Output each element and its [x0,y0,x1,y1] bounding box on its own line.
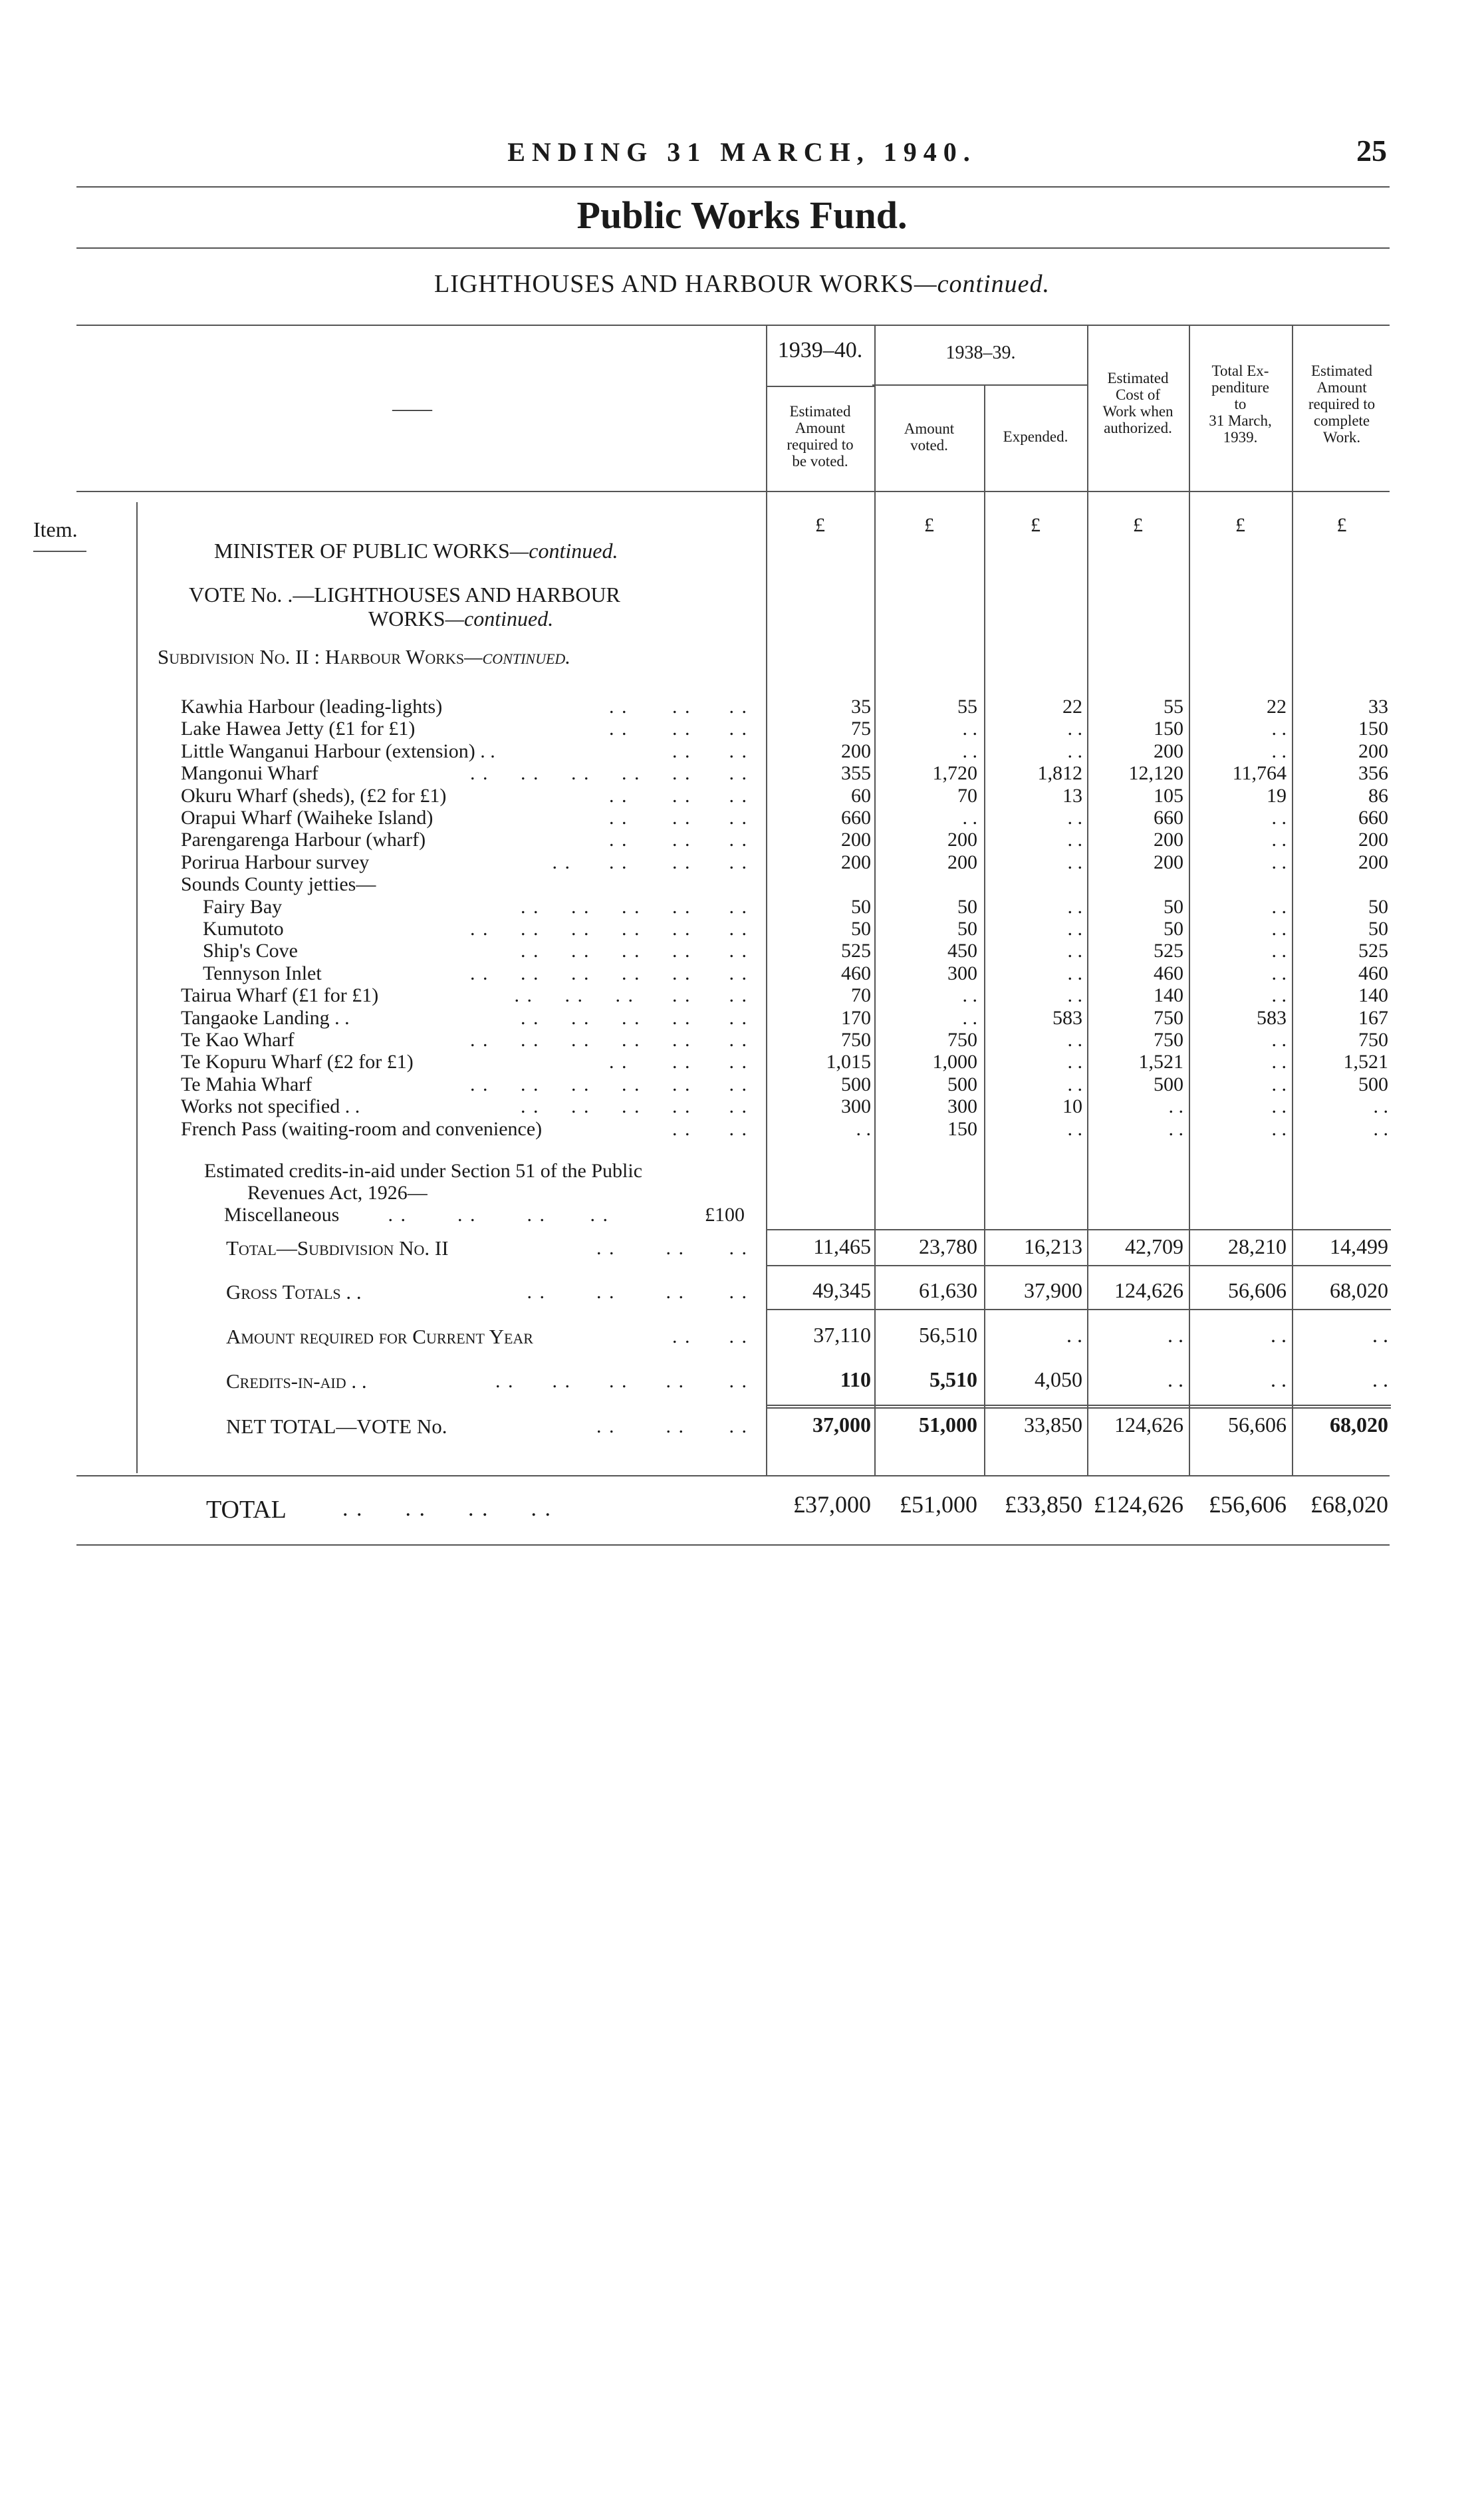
row-value-col5: . . [1271,807,1287,829]
row-value-col6: 33 [1368,696,1388,718]
grand-total-col2: £51,000 [900,1491,977,1518]
credits-amount: £100 [705,1204,745,1226]
total-value-col6: 14,499 [1330,1234,1388,1258]
row-value-col2: . . [962,740,977,762]
row-label: Ship's Cove [203,940,298,962]
row-leader-dots: . . . . . . . . . . [495,984,748,1006]
row-value-col5: . . [1271,896,1287,918]
header-line: required to [1308,396,1376,412]
row-value-col4: 1,521 [1138,1051,1183,1073]
row-value-col3: 10 [1062,1095,1082,1117]
row-label: Tairua Wharf (£1 for £1) [181,984,379,1006]
subdivision-text: Subdivision No. II : Harbour Works [158,645,465,668]
currency-col2: £ [924,514,934,536]
row-value-col2: 300 [947,962,977,984]
row-value-col3: . . [1067,1073,1082,1095]
row-value-col1: 50 [851,918,871,940]
row-value-col2: 750 [947,1029,977,1051]
total-value-col5: . . [1271,1323,1287,1347]
row-value-col6: 500 [1358,1073,1388,1095]
header-amount-voted [874,420,984,454]
row-value-col6: 356 [1358,762,1388,784]
credits-line1: Estimated credits-in-aid under Section 51 of the Public [204,1160,643,1182]
row-value-col1: 500 [841,1073,871,1095]
total-value-col1: 110 [840,1367,871,1391]
header-line: Amount [904,420,955,437]
row-value-col6: . . [1373,1095,1388,1117]
row-value-col4: 55 [1164,696,1183,718]
section-minister [214,539,618,563]
row-value-col1: 50 [851,896,871,918]
row-value-col3: . . [1067,807,1082,829]
rule-page-bottom [76,1544,1390,1546]
total-leader-dots: . . . . [660,1325,748,1347]
page-subtitle [0,269,1484,299]
row-value-col4: 12,120 [1128,762,1183,784]
rule-table-bottom [76,1475,1390,1476]
vline-col1 [766,325,767,1476]
total-value-col3: 16,213 [1024,1234,1082,1258]
row-value-col4: 50 [1164,896,1183,918]
row-value-col3: . . [1067,1051,1082,1073]
header-line: Cost of [1115,386,1161,403]
row-value-col3: 583 [1052,1007,1082,1029]
row-value-col2: 150 [947,1118,977,1140]
total-leader-dots: . . . . . . . . . . [470,1370,748,1392]
header-line: penditure [1211,379,1269,396]
currency-col6: £ [1336,514,1347,536]
total-value-col1: 37,000 [812,1413,871,1437]
row-label: Tangaoke Landing . . [181,1007,350,1029]
total-value-col6: . . [1372,1367,1388,1391]
row-label: French Pass (waiting-room and convenience) [181,1118,543,1140]
rule-1939-40 [766,386,876,387]
currency-col3: £ [1031,514,1041,536]
row-value-col5: . . [1271,940,1287,962]
grand-total-col5: £56,606 [1209,1491,1287,1518]
row-value-col2: 50 [957,918,977,940]
row-value-col2: 200 [947,829,977,851]
row-label: Mangonui Wharf [181,762,318,784]
header-line: Work when [1102,403,1174,420]
row-leader-dots: . . . . . . . . . . . . [445,1029,748,1051]
total-value-col4: 124,626 [1114,1413,1183,1437]
page-number: 25 [1356,134,1387,168]
header-line: Estimated [1107,370,1169,386]
row-label: Porirua Harbour survey [181,851,370,873]
total-leader-dots: . . . . . . [571,1415,748,1437]
row-value-col6: 140 [1358,984,1388,1006]
row-value-col6: 750 [1358,1029,1388,1051]
total-value-col6: 68,020 [1330,1413,1388,1437]
row-value-col5: . . [1271,851,1287,873]
row-label: Fairy Bay [203,896,283,918]
row-value-col4: 140 [1154,984,1183,1006]
row-leader-dots: . . . . . . . . . . . . [457,962,748,984]
row-value-col1: 660 [841,807,871,829]
header-line: required to [787,436,854,453]
vote-line1: VOTE No. .—LIGHTHOUSES AND HARBOUR [189,583,620,607]
row-value-col3: 1,812 [1037,762,1082,784]
total-value-col5: 56,606 [1228,1278,1287,1302]
row-value-col4: . . [1168,1118,1183,1140]
row-value-col3: . . [1067,829,1082,851]
row-leader-dots: . . . . . . . . . . . . [445,1073,748,1095]
row-label: Okuru Wharf (sheds), (£2 for £1) [181,785,447,807]
row-value-col1: 70 [851,984,871,1006]
row-value-col5: 19 [1267,785,1287,807]
row-value-col2: 1,000 [932,1051,977,1073]
row-leader-dots: . . . . . . . . . . [495,1095,748,1117]
total-value-col3: . . [1066,1323,1082,1347]
subtitle-text: LIGHTHOUSES AND HARBOUR WORKS [434,270,914,298]
row-value-col1: 75 [851,718,871,740]
currency-col4: £ [1133,514,1143,536]
row-leader-dots: . . . . . . [571,718,748,740]
row-label: Te Kopuru Wharf (£2 for £1) [181,1051,414,1073]
header-dash: —— [392,398,432,420]
row-value-col3: . . [1067,1029,1082,1051]
row-value-col1: 60 [851,785,871,807]
row-leader-dots: . . . . . . [564,829,748,851]
row-value-col2: . . [962,807,977,829]
header-line: Amount [1316,379,1367,396]
rule-gross-bottom [766,1309,1391,1310]
rule-under-title [76,247,1390,249]
row-value-col6: 525 [1358,940,1388,962]
minister-text: MINISTER OF PUBLIC WORKS [214,539,510,563]
vote-suffix: —continued. [445,607,554,630]
total-value-col1: 49,345 [812,1278,871,1302]
row-value-col3: 22 [1062,696,1082,718]
row-value-col3: . . [1067,718,1082,740]
row-value-col6: 167 [1358,1007,1388,1029]
row-value-col2: 200 [947,851,977,873]
row-value-col5: . . [1271,829,1287,851]
row-value-col6: 460 [1358,962,1388,984]
total-value-col5: 56,606 [1228,1413,1287,1437]
total-value-col1: 37,110 [813,1323,871,1347]
row-label: Te Mahia Wharf [181,1073,312,1095]
total-value-col4: 42,709 [1125,1234,1183,1258]
rule-subtotal-bottom [766,1265,1391,1266]
header-line: authorized. [1104,420,1172,436]
row-value-col2: 50 [957,896,977,918]
total-value-col6: . . [1372,1323,1388,1347]
row-value-col6: 150 [1358,718,1388,740]
row-label: Lake Hawea Jetty (£1 for £1) [181,718,416,740]
header-line: 1939. [1223,429,1258,446]
header-line: Estimated [1311,362,1372,379]
row-value-col3: . . [1067,896,1082,918]
total-label: Credits-in-aid . . [226,1369,367,1393]
item-label: Item. [33,517,78,541]
total-value-col2: 51,000 [919,1413,977,1437]
total-leader-dots: . . . . . . [577,1237,748,1259]
row-value-col5: . . [1271,1118,1287,1140]
grand-total-col4: £124,626 [1094,1491,1183,1518]
row-value-col3: . . [1067,984,1082,1006]
row-value-col4: 525 [1154,940,1183,962]
grand-total-col3: £33,850 [1005,1491,1082,1518]
total-value-col2: 61,630 [919,1278,977,1302]
row-value-col2: 1,720 [932,762,977,784]
row-value-col3: . . [1067,740,1082,762]
row-label: Works not specified . . [181,1095,360,1117]
header-line: voted. [910,437,948,454]
row-value-col4: 200 [1154,740,1183,762]
row-value-col2: 55 [957,696,977,718]
grand-total-col6: £68,020 [1310,1491,1388,1518]
running-head: ENDING 31 MARCH, 1940. [507,137,977,167]
row-leader-dots: . . . . . . [590,785,748,807]
vline-col6 [1292,325,1293,1476]
header-line: complete [1313,412,1370,429]
row-value-col1: 1,015 [826,1051,871,1073]
total-label: NET TOTAL—VOTE No. [226,1415,447,1438]
row-label: Tennyson Inlet [203,962,322,984]
row-value-col5: . . [1271,962,1287,984]
row-leader-dots: . . . . . . [571,1051,748,1073]
row-value-col6: 1,521 [1343,1051,1388,1073]
rule-table-top [76,325,1390,326]
row-value-col1: 525 [841,940,871,962]
total-value-col4: . . [1168,1323,1183,1347]
row-value-col4: 200 [1154,851,1183,873]
row-value-col5: . . [1271,1073,1287,1095]
row-label: Little Wanganui Harbour (extension) . . [181,740,495,762]
row-label: Te Kao Wharf [181,1029,295,1051]
row-leader-dots: . . . . . . . . . . [495,940,748,962]
row-value-col6: 660 [1358,807,1388,829]
rule-1938-39 [872,384,1088,386]
row-value-col1: . . [856,1118,871,1140]
vline-col4 [1087,325,1088,1476]
page-title: Public Works Fund. [576,194,908,237]
row-leader-dots: . . . . . . . . . . . . [445,762,748,784]
header-est-complete [1292,362,1392,446]
total-value-col3: 4,050 [1035,1367,1082,1391]
currency-col1: £ [815,514,825,536]
subdivision-suffix: —continued. [464,645,571,668]
vote-line2-text: WORKS [368,607,445,630]
row-value-col1: 750 [841,1029,871,1051]
grand-total-label: TOTAL [206,1496,287,1524]
row-leader-dots: . . . . . . . . . . . . [438,918,748,940]
row-value-col6: 50 [1368,918,1388,940]
header-est-cost [1087,370,1189,436]
rule-top [76,186,1390,188]
total-label: Gross Totals . . [226,1280,362,1304]
row-label: Sounds County jetties— [181,873,376,895]
credits-dots: . . . . . . . . [369,1204,609,1226]
total-label: Total—Subdivision No. II [226,1236,449,1260]
row-leader-dots: . . . . . . . . . . [489,1007,748,1029]
row-value-col5: . . [1271,740,1287,762]
header-expended: Expended. [1003,428,1068,445]
row-value-col2: . . [962,718,977,740]
rule-item-label [33,551,86,552]
row-value-col3: . . [1067,1118,1082,1140]
row-value-col3: 13 [1062,785,1082,807]
row-value-col6: 200 [1358,740,1388,762]
row-value-col5: . . [1271,984,1287,1006]
row-leader-dots: . . . . . . . . [533,851,748,873]
row-value-col4: 460 [1154,962,1183,984]
total-value-col5: 28,210 [1228,1234,1287,1258]
grand-total-dots: . . . . . . . . [342,1496,552,1521]
row-label: Kumutoto [203,918,284,940]
row-value-col1: 200 [841,829,871,851]
row-value-col5: . . [1271,718,1287,740]
vline-col3 [984,386,985,1476]
header-est-amount [766,403,874,470]
vline-col2 [874,325,876,1476]
row-value-col4: . . [1168,1095,1183,1117]
header-line: be voted. [792,453,848,470]
row-value-col2: . . [962,1007,977,1029]
row-value-col6: 50 [1368,896,1388,918]
rule-net-top-double [766,1407,1391,1409]
row-value-col5: 583 [1257,1007,1287,1029]
header-line: 31 March, [1209,412,1272,429]
row-value-col5: 22 [1267,696,1287,718]
row-leader-dots: . . . . [628,740,748,762]
row-label: Kawhia Harbour (leading-lights) [181,696,443,718]
header-year-1939-40: 1939–40. [777,338,863,362]
section-subdivision [158,645,570,669]
total-value-col2: 23,780 [919,1234,977,1258]
row-value-col4: 660 [1154,807,1183,829]
header-total-exp [1189,362,1292,446]
row-leader-dots: . . . . . . [571,807,748,829]
row-value-col4: 150 [1154,718,1183,740]
row-value-col6: 86 [1368,785,1388,807]
grand-total-col1: £37,000 [793,1491,871,1518]
header-year-1938-39: 1938–39. [945,343,1016,363]
row-value-col1: 200 [841,740,871,762]
row-value-col3: . . [1067,918,1082,940]
section-vote [189,583,620,630]
row-leader-dots: . . . . . . [596,696,748,718]
row-value-col1: 170 [841,1007,871,1029]
row-value-col3: . . [1067,940,1082,962]
row-value-col4: 750 [1154,1029,1183,1051]
currency-col5: £ [1235,514,1245,536]
row-label: Orapui Wharf (Waiheke Island) [181,807,433,829]
credits-line2: Revenues Act, 1926— [247,1182,428,1204]
rule-subtotal-top [766,1229,1391,1230]
total-value-col6: 68,020 [1330,1278,1388,1302]
row-value-col2: 300 [947,1095,977,1117]
total-leader-dots: . . . . . . . . [495,1281,748,1303]
total-value-col3: 37,900 [1024,1278,1082,1302]
row-value-col6: 200 [1358,851,1388,873]
row-value-col1: 200 [841,851,871,873]
row-value-col3: . . [1067,851,1082,873]
row-value-col4: 105 [1154,785,1183,807]
header-line: Total Ex- [1211,362,1269,379]
row-value-col4: 750 [1154,1007,1183,1029]
row-value-col5: . . [1271,1051,1287,1073]
header-line: Amount [795,420,846,436]
row-value-col6: . . [1373,1118,1388,1140]
row-value-col2: 70 [957,785,977,807]
row-value-col5: . . [1271,1095,1287,1117]
total-value-col2: 56,510 [919,1323,977,1347]
row-value-col5: 11,764 [1232,762,1287,784]
header-line: Work. [1322,429,1361,446]
row-value-col2: 500 [947,1073,977,1095]
header-line: Estimated [789,403,851,420]
row-value-col1: 460 [841,962,871,984]
row-leader-dots: . . . . [653,1118,748,1140]
header-line: to [1234,396,1247,412]
total-value-col1: 11,465 [813,1234,871,1258]
total-value-col4: 124,626 [1114,1278,1183,1302]
credits-line3: Miscellaneous [224,1204,340,1226]
row-value-col4: 50 [1164,918,1183,940]
total-value-col2: 5,510 [929,1367,977,1391]
row-value-col4: 500 [1154,1073,1183,1095]
rule-net-top [766,1405,1391,1406]
row-value-col4: 200 [1154,829,1183,851]
minister-suffix: —continued. [509,539,618,563]
row-value-col3: . . [1067,962,1082,984]
row-leader-dots: . . . . . . . . . . [489,896,748,918]
total-label: Amount required for Current Year [226,1325,533,1348]
vote-line2 [189,607,620,630]
total-value-col5: . . [1271,1367,1287,1391]
subtitle-suffix: —continued. [914,270,1050,298]
row-value-col5: . . [1271,918,1287,940]
row-label: Parengarenga Harbour (wharf) [181,829,426,851]
total-value-col4: . . [1168,1367,1183,1391]
total-value-col3: 33,850 [1024,1413,1082,1437]
rule-header-bottom [76,491,1390,492]
row-value-col6: 200 [1358,829,1388,851]
vline-item [136,502,138,1473]
row-value-col1: 35 [851,696,871,718]
row-value-col1: 300 [841,1095,871,1117]
row-value-col5: . . [1271,1029,1287,1051]
row-value-col2: 450 [947,940,977,962]
vline-col5 [1189,325,1190,1476]
row-value-col1: 355 [841,762,871,784]
row-value-col2: . . [962,984,977,1006]
